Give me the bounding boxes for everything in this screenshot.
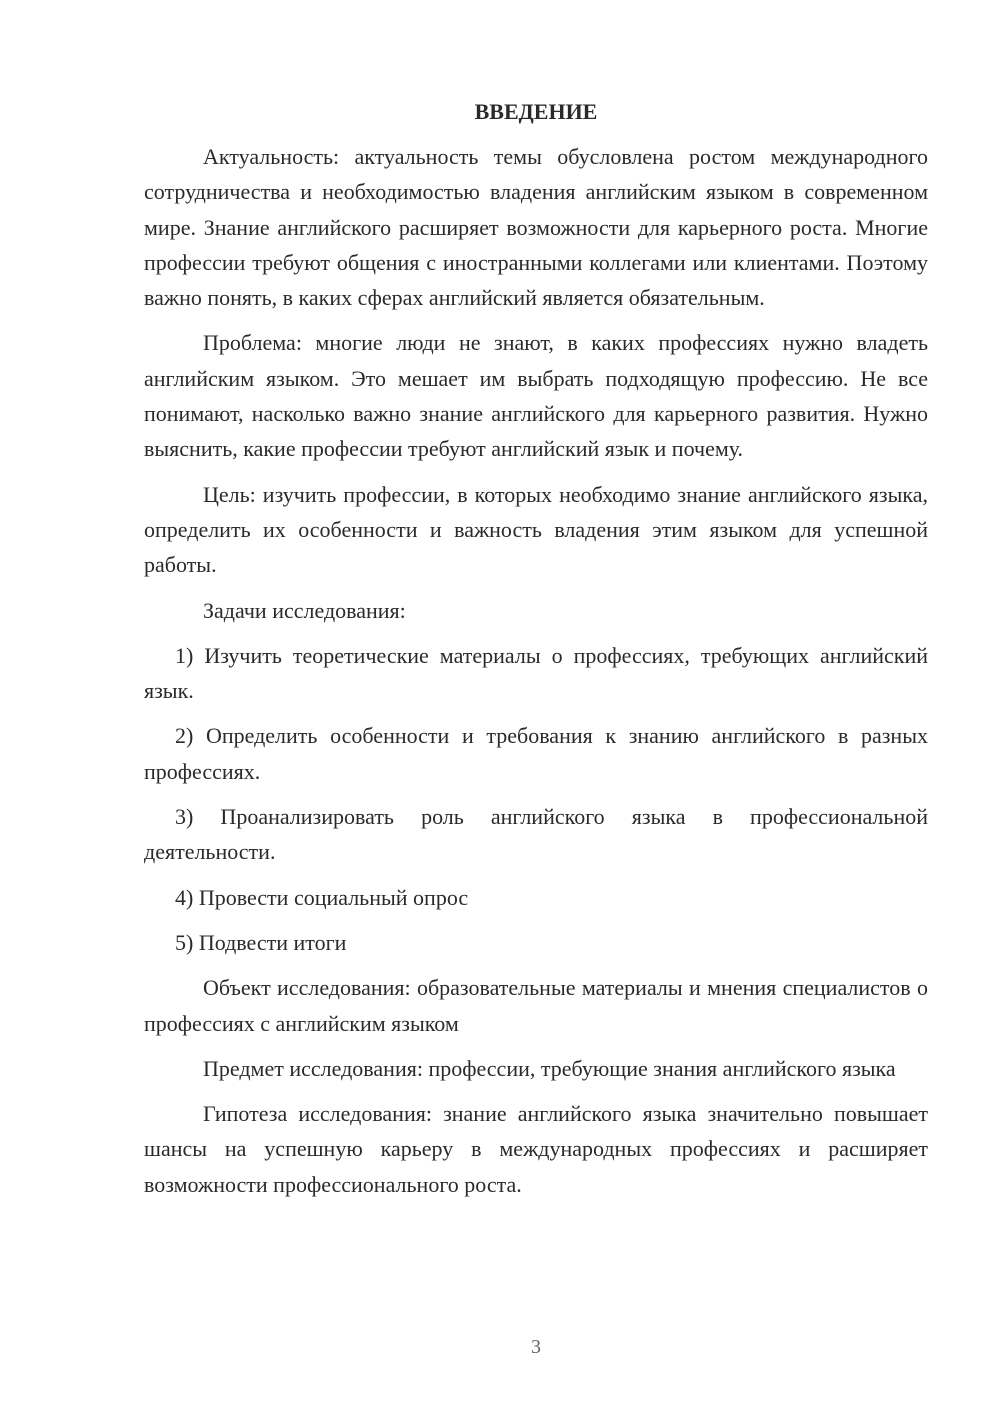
page-body [144,94,928,1212]
section-title: ВВЕДЕНИЕ [474,99,598,124]
paragraph-goal: Цель: изучить профессии, в которых необходимо знание английского языка, определить их особенности и важность владения этим языком для успешной работы. [144,481,928,578]
page-number: 3 [531,1336,541,1358]
task-item-4: 4) Провести социальный опрос [175,884,469,910]
paragraph-problem: Проблема: многие люди не знают, в каких профессиях нужно владеть английским языком. Это мешает им выбрать подходящую профессию. Не все понимают, насколько важно знание английского для карьерного развития. Нужно выяснить, какие профессии требуют английский язык и почему. [144,330,928,462]
task-item-1: 1) Изучить теоретические материалы о профессиях, требующих английский язык. [144,642,928,704]
paragraph-hypothesis: Гипотеза исследования: знание английского языка значительно повышает шансы на успешную карьеру в международных профессиях и расширяет возможности профессионального роста. [144,1101,928,1197]
tasks-heading: Задачи исследования: [203,597,406,623]
task-item-2: 2) Определить особенности и требования к знанию английского в разных профессиях. [144,723,928,784]
paragraph-subject: Предмет исследования: профессии, требующие знания английского языка [203,1055,896,1081]
paragraph-object: Объект исследования: образовательные материалы и мнения специалистов о профессиях с английским языком [144,975,928,1036]
task-item-5: 5) Подвести итоги [175,929,347,955]
paragraph-relevance: Актуальность: актуальность темы обусловлена ростом международного сотрудничества и необходимостью владения английским языком в современном мире. Знание английского расширяет возможности для карьерного роста. Многие профессии требуют общения с иностранными коллегами или клиентами. Поэтому важно понять, в каких сферах английский является обязательным. [144,144,928,311]
task-item-3: 3) Проанализировать роль английского языка в профессиональной деятельности. [144,804,928,865]
